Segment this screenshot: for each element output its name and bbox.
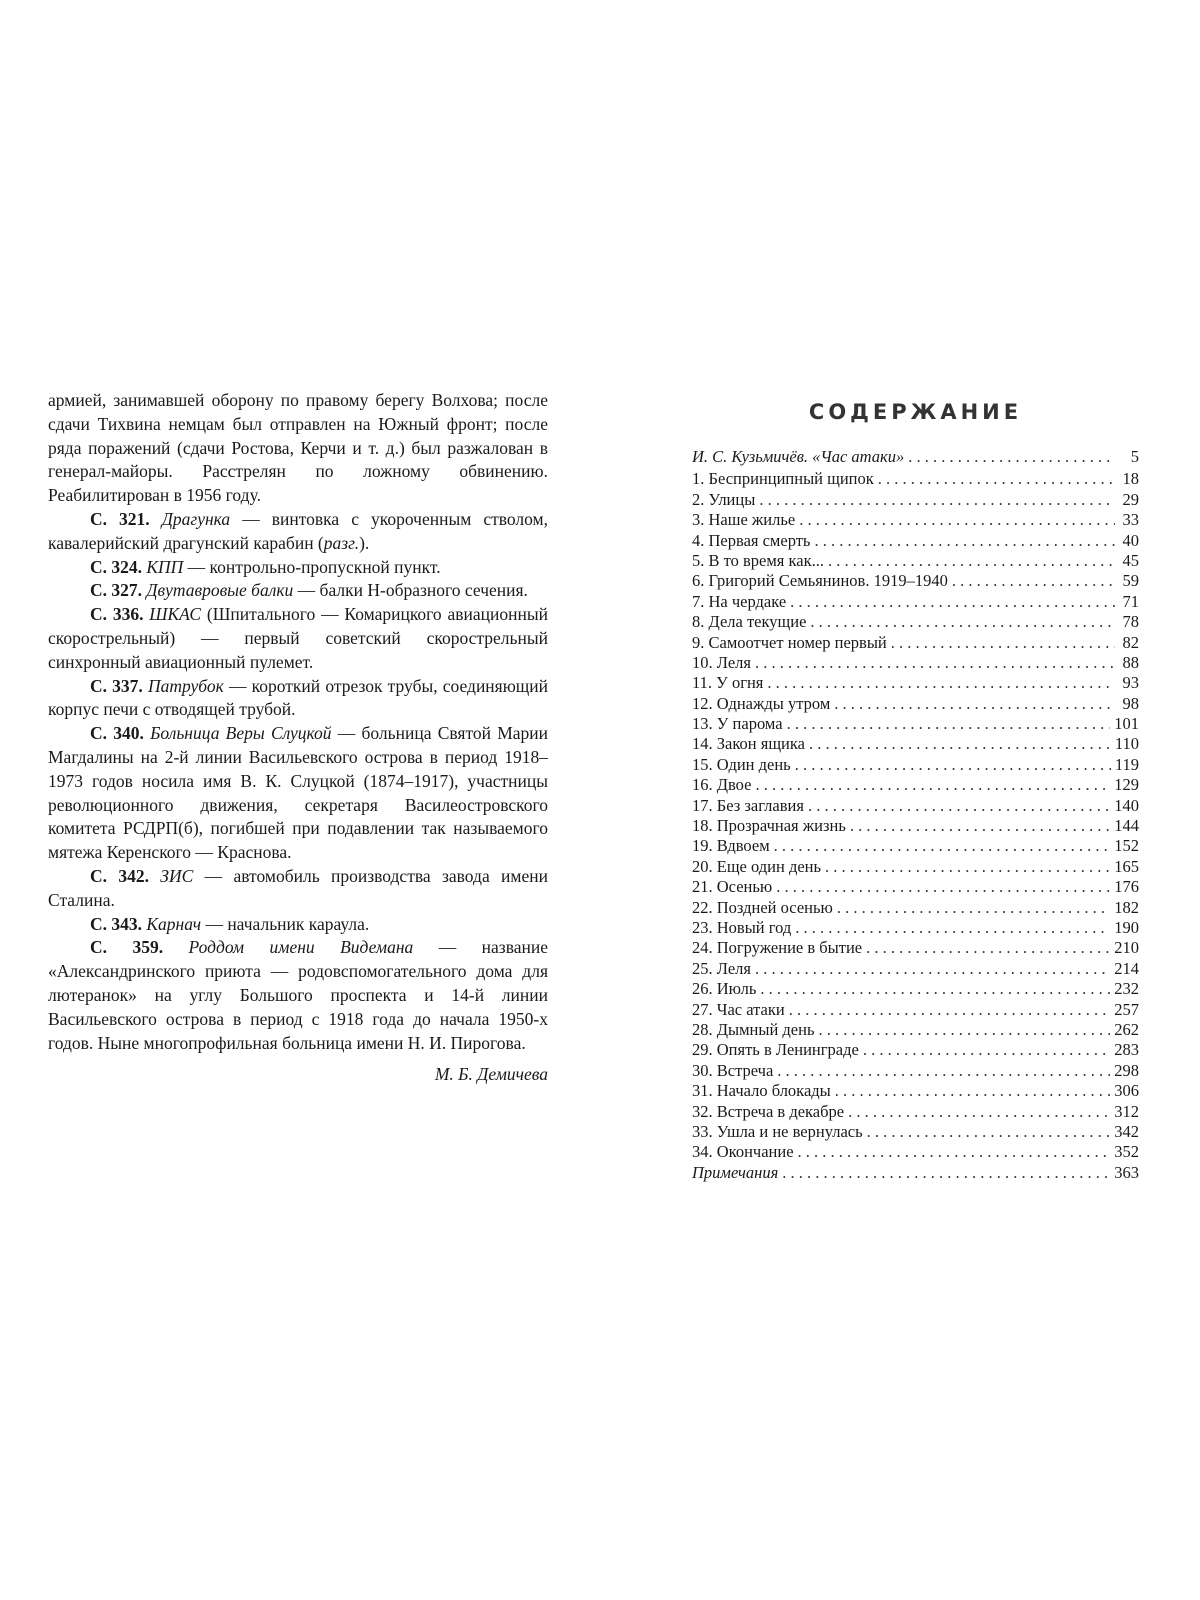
contents-dot-leader: [799, 510, 1115, 530]
contents-chapter-title: 19. Вдвоем: [692, 836, 770, 856]
note-page-ref: С. 343.: [90, 913, 143, 934]
contents-chapter-title: 34. Окончание: [692, 1142, 794, 1162]
contents-dot-leader: [814, 531, 1115, 551]
contents-row: [692, 775, 1139, 795]
contents-row: [692, 938, 1139, 958]
contents-row: [692, 551, 1139, 571]
contents-dot-leader: [755, 959, 1110, 979]
contents-row: [692, 510, 1139, 530]
note-term: Патрубок: [147, 675, 224, 696]
contents-page-number: 144: [1114, 816, 1139, 836]
contents-chapter-title: 3. Наше жилье: [692, 510, 796, 530]
contents-dot-leader: [809, 734, 1111, 754]
contents-dot-leader: [891, 633, 1115, 653]
contents-page-number: 232: [1114, 979, 1139, 999]
contents-dot-leader: [777, 1061, 1110, 1081]
contents-dot-leader: [795, 755, 1111, 775]
contents-dot-leader: [837, 898, 1110, 918]
contents-page-number: 33: [1122, 510, 1139, 530]
contents-page-number: 129: [1114, 775, 1139, 795]
contents-row: [692, 1040, 1139, 1060]
contents-row: [692, 673, 1139, 693]
contents-row: [692, 1142, 1139, 1162]
note-definition: — контрольно-пропускной пункт.: [183, 556, 441, 577]
contents-page-number: 262: [1114, 1019, 1139, 1039]
note-entry: [48, 579, 548, 603]
notes-continuation-paragraph: армией, занимавшей оборону по правому берегу Волхова; после сдачи Тихвина немцам был отправлен на Южный фронт; после ряда поражений (сдачи Ростова, Керчи и т. д.) был разжалован в генерал-майоры. Расстрелян по ложному обвинению. Реабилитирован в 1956 году.: [48, 390, 548, 506]
contents-page-number: 352: [1114, 1142, 1139, 1162]
note-definition: — автомобиль производства завода имени Сталина.: [48, 865, 548, 910]
contents-dot-leader: [789, 1000, 1111, 1020]
note-term: ЗИС: [160, 865, 194, 886]
contents-chapter-title: 13. У парома: [692, 714, 783, 734]
contents-row: [692, 531, 1139, 551]
contents-row: [692, 1163, 1139, 1183]
note-term: КПП: [146, 556, 184, 577]
contents-row: [692, 714, 1139, 734]
note-page-ref: С. 336.: [90, 604, 144, 625]
contents-chapter-title: 25. Леля: [692, 958, 751, 978]
contents-page-number: 71: [1122, 591, 1139, 611]
contents-page-number: 210: [1114, 938, 1139, 958]
contents-dot-leader: [863, 1040, 1110, 1060]
contents-dot-leader: [759, 490, 1115, 510]
note-definition: — начальник караула.: [201, 913, 370, 934]
contents-page-number: 93: [1122, 673, 1139, 693]
contents-chapter-title: 6. Григорий Семьянинов. 1919–1940: [692, 571, 948, 591]
contents-chapter-title: 23. Новый год: [692, 917, 792, 937]
contents-row: [692, 653, 1139, 673]
contents-page-number: 59: [1122, 571, 1139, 591]
contents-chapter-title: 31. Начало блокады: [692, 1081, 831, 1101]
contents-page-number: 176: [1114, 877, 1139, 897]
note-entry: [48, 556, 548, 580]
contents-dot-leader: [755, 653, 1115, 673]
contents-row: [692, 959, 1139, 979]
contents-page-number: 257: [1114, 999, 1139, 1019]
contents-dot-leader: [798, 1142, 1111, 1162]
contents-chapter-title: 20. Еще один день: [692, 856, 822, 876]
contents-chapter-title: 33. Ушла и не вернулась: [692, 1121, 863, 1141]
contents-page-number: 190: [1114, 917, 1139, 937]
contents-page-number: 78: [1122, 612, 1139, 632]
contents-dot-leader: [848, 1102, 1110, 1122]
contents-dot-leader: [867, 1122, 1111, 1142]
contents-row: [692, 836, 1139, 856]
contents-chapter-title: 24. Погружение в бытие: [692, 938, 863, 958]
contents-dot-leader: [767, 673, 1115, 693]
contents-row: [692, 490, 1139, 510]
note-term: Роддом имени Видемана: [188, 937, 414, 958]
note-page-ref: С. 324.: [90, 556, 143, 577]
note-entry: [48, 603, 548, 674]
contents-page-number: 88: [1122, 652, 1139, 672]
contents-dot-leader: [818, 1020, 1110, 1040]
contents-dot-leader: [755, 775, 1110, 795]
note-definition-tail: ).: [359, 532, 370, 553]
note-term: ШКАС: [149, 604, 202, 625]
contents-dot-leader: [850, 816, 1110, 836]
contents-chapter-title: 22. Поздней осенью: [692, 897, 833, 917]
note-page-ref: С. 342.: [90, 865, 149, 886]
contents-row: [692, 898, 1139, 918]
contents-chapter-title: 7. На чердаке: [692, 591, 787, 611]
contents-list: [692, 447, 1139, 1183]
contents-page-number: 165: [1114, 856, 1139, 876]
contents-chapter-title: 27. Час атаки: [692, 999, 785, 1019]
contents-chapter-title: 5. В то время как...: [692, 550, 824, 570]
contents-chapter-title: 29. Опять в Ленинграде: [692, 1040, 859, 1060]
contents-page-number: 182: [1114, 897, 1139, 917]
note-page-ref: С. 359.: [90, 937, 164, 958]
contents-page-number: 140: [1114, 795, 1139, 815]
contents-page-number: 363: [1114, 1162, 1139, 1182]
note-definition: — больница Святой Марии Магдалины на 2-й линии Васильевского острова в период 1918–1973 годов носила имя В. К. Слуцкой (1874–1917), участницы революционного движения, секретаря Василеостровского комитета РСДРП(б), погибшей при подавлении так называемого мятежа Керенского — Краснова.: [48, 723, 549, 863]
contents-chapter-title: 1. Беспринципный щипок: [692, 469, 874, 489]
contents-page-number: 98: [1122, 693, 1139, 713]
note-entry: [48, 722, 548, 865]
contents-chapter-title: 2. Улицы: [692, 489, 756, 509]
note-entry: [48, 508, 548, 556]
contents-page-number: 283: [1114, 1040, 1139, 1060]
contents-row: [692, 1081, 1139, 1101]
contents-page-number: 214: [1114, 958, 1139, 978]
contents-row: [692, 633, 1139, 653]
contents-row: [692, 1020, 1139, 1040]
contents-chapter-title: 11. У огня: [692, 673, 764, 693]
note-page-ref: С. 327.: [90, 580, 143, 601]
contents-row: [692, 1061, 1139, 1081]
contents-dot-leader: [782, 1163, 1110, 1183]
contents-dot-leader: [835, 1081, 1111, 1101]
contents-row: [692, 734, 1139, 754]
contents-chapter-title: 30. Встреча: [692, 1060, 774, 1080]
contents-row: [692, 592, 1139, 612]
contents-page-number: 18: [1122, 469, 1139, 489]
note-term: Карнач: [146, 913, 202, 934]
notes-page: [48, 389, 548, 1087]
contents-dot-leader: [808, 796, 1110, 816]
note-entry: [48, 936, 548, 1055]
note-abbreviation-mark: разг.: [323, 532, 360, 553]
contents-row: [692, 469, 1139, 489]
note-definition: — винтовка с укороченным стволом, кавалерийский драгунский карабин (: [48, 508, 549, 553]
contents-page-number: 312: [1114, 1101, 1139, 1121]
contents-dot-leader: [834, 694, 1115, 714]
contents-row: [692, 979, 1139, 999]
contents-chapter-title: 10. Леля: [692, 652, 751, 672]
contents-page-number: 152: [1114, 836, 1139, 856]
contents-row: [692, 816, 1139, 836]
contents-chapter-title: 9. Самоотчет номер первый: [692, 632, 887, 652]
note-page-ref: С. 337.: [90, 675, 143, 696]
note-entry: [48, 865, 548, 913]
contents-row: [692, 694, 1139, 714]
contents-row: [692, 571, 1139, 591]
note-term: Двутавровые балки: [146, 580, 294, 601]
contents-chapter-title: 17. Без заглавия: [692, 795, 804, 815]
contents-chapter-title: 21. Осенью: [692, 877, 773, 897]
contents-dot-leader: [776, 877, 1110, 897]
contents-dot-leader: [795, 918, 1110, 938]
contents-chapter-title: 18. Прозрачная жизнь: [692, 816, 846, 836]
contents-page-number: 82: [1122, 632, 1139, 652]
contents-dot-leader: [952, 571, 1115, 591]
contents-row: [692, 857, 1139, 877]
note-term: Больница Веры Слуцкой: [150, 723, 332, 744]
contents-row: [692, 918, 1139, 938]
note-definition: (Шпитального — Комарицкого авиационный скорострельный) — первый советский скорострельный синхронный авиационный пулемет.: [48, 604, 548, 672]
contents-page-number: 306: [1114, 1081, 1139, 1101]
contents-row: [692, 877, 1139, 897]
contents-page-number: 101: [1114, 714, 1139, 734]
contents-dot-leader: [908, 447, 1115, 467]
contents-dot-leader: [810, 612, 1115, 632]
contents-row: [692, 447, 1139, 467]
contents-chapter-title: И. С. Кузьмичёв. «Час атаки»: [692, 447, 905, 466]
contents-chapter-title: 4. Первая смерть: [692, 530, 811, 550]
contents-page-number: 110: [1114, 734, 1139, 754]
contents-dot-leader: [825, 857, 1110, 877]
contents-row: [692, 1102, 1139, 1122]
contents-chapter-title: 15. Один день: [692, 754, 791, 774]
contents-page: [692, 400, 1139, 1183]
contents-chapter-title: 16. Двое: [692, 775, 752, 795]
contents-dot-leader: [774, 836, 1111, 856]
note-entry: [48, 913, 548, 937]
contents-dot-leader: [828, 551, 1115, 571]
note-term: Драгунка: [161, 508, 231, 529]
contents-row: [692, 1122, 1139, 1142]
contents-row: [692, 1000, 1139, 1020]
note-page-ref: С. 340.: [90, 723, 144, 744]
contents-row: [692, 755, 1139, 775]
contents-page-number: 5: [1130, 447, 1139, 466]
contents-chapter-title: 28. Дымный день: [692, 1019, 815, 1039]
notes-signature: М. Б. Демичева: [434, 1064, 548, 1085]
contents-dot-leader: [787, 714, 1111, 734]
contents-dot-leader: [866, 938, 1110, 958]
note-entry: [48, 675, 548, 723]
contents-chapter-title: 32. Встреча в декабре: [692, 1101, 845, 1121]
contents-chapter-title: 14. Закон ящика: [692, 734, 805, 754]
contents-dot-leader: [878, 469, 1115, 489]
contents-title: СОДЕРЖАНИЕ: [808, 400, 1023, 424]
note-page-ref: С. 321.: [90, 508, 150, 529]
contents-chapter-title: Примечания: [692, 1162, 779, 1182]
contents-page-number: 40: [1122, 530, 1139, 550]
contents-row: [692, 796, 1139, 816]
note-definition: — короткий отрезок трубы, соединяющий корпус печи с отводящей трубой.: [48, 675, 549, 720]
contents-chapter-title: 8. Дела текущие: [692, 612, 807, 632]
contents-chapter-title: 12. Однажды утром: [692, 693, 831, 713]
contents-page-number: 45: [1122, 550, 1139, 570]
contents-chapter-title: 26. Июль: [692, 979, 757, 999]
contents-row: [692, 612, 1139, 632]
notes-entries: [48, 508, 548, 1055]
contents-dot-leader: [790, 592, 1115, 612]
contents-page-number: 119: [1114, 754, 1139, 774]
contents-page-number: 342: [1114, 1121, 1139, 1141]
contents-page-number: 298: [1114, 1060, 1139, 1080]
note-definition: — балки Н-образного сечения.: [293, 580, 528, 601]
contents-dot-leader: [760, 979, 1110, 999]
contents-page-number: 29: [1122, 489, 1139, 509]
note-definition: — название «Александринского приюта — родовспомогательного дома для лютеранок» на углу Большого проспекта и 14-й линии Васильевского острова в период с 1918 года до начала 1950-х годов. Ныне многопрофильная больница имени Н. И. Пирогова.: [48, 937, 549, 1053]
